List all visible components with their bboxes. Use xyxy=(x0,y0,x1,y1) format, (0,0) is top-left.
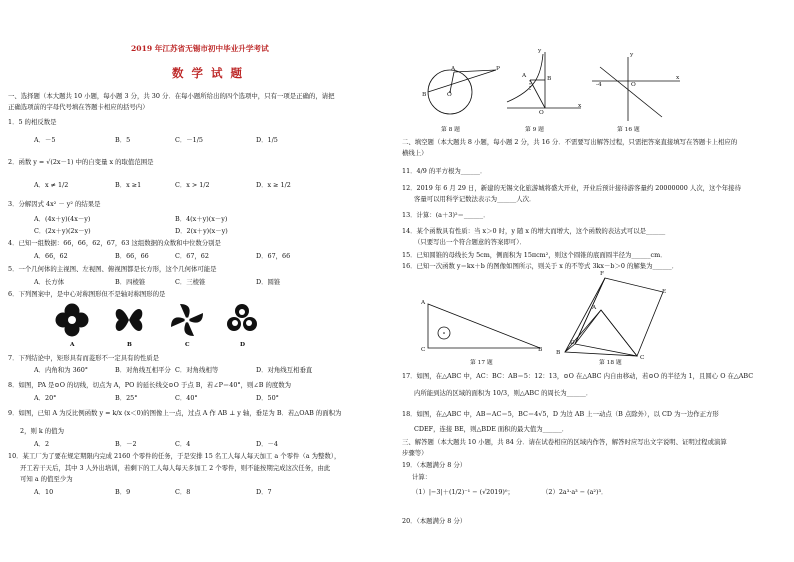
question-19-part1: （1）|−3|＋(1/2)⁻¹ − (√2019)⁰； xyxy=(412,488,514,496)
question-19-calc: 计算： xyxy=(412,473,432,481)
q10-option-c: C．8 xyxy=(175,488,191,496)
q5-option-d: D．圆锥 xyxy=(256,278,281,286)
q8-label-p: P xyxy=(496,66,500,72)
q8-label-o: O xyxy=(447,92,452,98)
q8-label-a: A xyxy=(451,66,456,72)
q17-figure xyxy=(420,296,545,354)
q18-label-d: D xyxy=(570,340,575,346)
q17-label-b: B xyxy=(538,347,543,353)
question-14-cont: （只要写出一个符合题意的答案即可）． xyxy=(414,238,526,246)
question-9: 9．如图，已知 A 为反比例函数 y = k/x (x＜0)的图像上一点，过点 A 作 AB ⊥ y 轴，垂足为 B．若△OAB 的面积为 xyxy=(8,409,342,417)
q17-caption: 第 17 题 xyxy=(470,360,493,366)
question-1: 1．5 的相反数是 xyxy=(8,118,57,126)
q9-label-a: A xyxy=(522,73,527,79)
q10-option-a: A．10 xyxy=(34,488,54,496)
q18-label-f: F xyxy=(600,271,605,277)
q16-label-y: y xyxy=(630,52,634,58)
q8-option-a: A．20° xyxy=(34,394,57,402)
question-12-cont: 客量可以用科学记数法表示为______人次． xyxy=(414,195,536,203)
q8-option-c: C．40° xyxy=(175,394,198,402)
q3-option-a: A．(4x＋y)(4x－y) xyxy=(34,215,91,223)
section3-heading: 三、解答题（本大题共 10 小题，共 84 分．请在试卷相应的区域内作答，解答时应写出文字说明、证明过程或演算 xyxy=(402,438,727,446)
question-14: 14．某个函数具有性质：当 x＞0 时，y 随 x 的增大而增大，这个函数的表达式可以是______ xyxy=(402,227,666,235)
q16-label-x: x xyxy=(676,75,680,81)
question-15: 15．已知圆锥的母线长为 5cm，侧面积为 15πcm²，则这个圆锥的底面圆半径为______cm． xyxy=(402,251,667,259)
question-16: 16．已知一次函数 y＝kx＋b 的图像如图所示，则关于 x 的不等式 3kx－b＞0 的解集为______． xyxy=(402,262,679,270)
q5-option-a: A．长方体 xyxy=(34,278,65,286)
q8-caption: 第 8 题 xyxy=(441,127,460,133)
q7-option-b: B．对角线互相平分 xyxy=(115,366,171,374)
q17-label-a: A xyxy=(421,300,426,306)
question-11: 11．4/9 的平方根为______． xyxy=(402,167,487,175)
q6-label-c: C xyxy=(185,342,190,348)
question-17: 17．如图，在△ABC 中，AC：BC：AB＝5：12：13，⊙O 在△ABC 内自由移动，若⊙O 的半径为 1，且圆心 O 在△ABC xyxy=(402,372,754,380)
q2-option-a: A．x ≠ 1/2 xyxy=(34,181,69,189)
q6-label-b: B xyxy=(127,342,132,348)
q9-label-o: O xyxy=(539,110,544,116)
q10-option-d: D．7 xyxy=(256,488,272,496)
question-8: 8．如图，PA 是⊙O 的切线，切点为 A，PO 的延长线交⊙O 于点 B，若∠P＝40°，则∠B 的度数为 xyxy=(8,381,292,389)
q7-option-a: A．内角和为 360° xyxy=(34,366,88,374)
q4-option-c: C．67，62 xyxy=(175,252,209,260)
q18-figure xyxy=(555,270,675,362)
q18-label-c: C xyxy=(640,355,645,361)
section1-heading-cont: 正确选项前的字母代号填在答题卡相应的括号内） xyxy=(8,103,149,111)
question-6: 6．下列图案中，是中心对称图形但不是轴对称图形的是 xyxy=(8,290,166,298)
q6-label-d: D xyxy=(240,342,246,348)
q9-option-c: C．4 xyxy=(175,440,191,448)
question-5: 5．一个几何体的主视图、左视图、俯视图都是长方形，这个几何体可能是 xyxy=(8,265,217,273)
question-7: 7．下列结论中，矩形具有而菱形不一定具有的性质是 xyxy=(8,354,160,362)
q16-caption: 第 16 题 xyxy=(617,127,640,133)
q9-option-b: B．－2 xyxy=(115,440,137,448)
q3-option-b: B．4(x＋y)(x－y) xyxy=(175,215,228,223)
subject-title: 数 学 试 题 xyxy=(172,66,245,80)
q16-label-neg4: -4 xyxy=(596,82,602,88)
question-18: 18．如图，在△ABC 中，AB＝AC＝5，BC＝4√5，D 为边 AB 上一动点（B 点除外），以 CD 为一边作正方形 xyxy=(402,410,719,418)
q4-option-b: B．66，66 xyxy=(115,252,149,260)
q9-figure xyxy=(505,50,583,120)
section1-heading: 一、选择题（本大题共 10 小题，每小题 3 分，共 30 分．在每小题所给出的四个选项中，只有一项是正确的，请把 xyxy=(8,92,335,100)
q8-option-d: D．50° xyxy=(256,394,279,402)
section2-heading: 二、填空题（本大题共 8 小题，每小题 2 分，共 16 分．不需要写出解答过程，只需把答案直接填写在答题卡上相应的 xyxy=(402,138,738,146)
question-4: 4．已知一组数据：66，66，62，67，63 这组数据的众数和中位数分别是 xyxy=(8,239,221,247)
q4-option-a: A．66，62 xyxy=(34,252,68,260)
q10-option-b: B．9 xyxy=(115,488,131,496)
q9-label-x: x xyxy=(578,103,582,109)
q8-option-b: B．25° xyxy=(115,394,138,402)
q18-label-b: B xyxy=(556,350,561,356)
q16-figure xyxy=(590,55,682,125)
question-12: 12．2019 年 6 月 29 日，新建的无锡文化旅游城将盛大开业，开业后预计接待游客量约 20000000 人次，这个年接待 xyxy=(402,184,741,192)
q6-label-a: A xyxy=(70,342,75,348)
q1-option-b: B．5 xyxy=(115,136,131,144)
question-19-part2: （2）2a³·a³ − (a²)³． xyxy=(542,488,608,496)
question-3: 3．分解因式 4x² － y² 的结果是 xyxy=(8,200,101,208)
q9-option-a: A．2 xyxy=(34,440,50,448)
q6-figure-a xyxy=(55,302,89,338)
q9-label-y: y xyxy=(538,48,542,54)
q2-option-c: C．x > 1/2 xyxy=(175,181,210,189)
question-18-cont: CDEF，连接 BE，则△BDE 面积的最大值为______． xyxy=(414,425,569,433)
q9-caption: 第 9 题 xyxy=(525,127,544,133)
question-10: 10．某工厂为了要在规定期限内完成 2160 个零件的任务，于是安排 15 名工人每人每天加工 a 个零件（a 为整数）， xyxy=(8,452,341,460)
question-9-cont: 2，则 k 的值为 xyxy=(20,427,64,435)
q1-option-a: A．－5 xyxy=(34,136,56,144)
section3-heading-cont: 步骤等） xyxy=(402,449,428,457)
q2-option-d: D．x ≥ 1/2 xyxy=(256,181,291,189)
question-20-heading: 20．（本题满分 8 分） xyxy=(402,517,467,525)
q18-label-a: A xyxy=(592,305,597,311)
q1-option-d: D．1/5 xyxy=(256,136,278,144)
question-19-heading: 19．（本题满分 8 分） xyxy=(402,461,467,469)
section2-heading-cont: 横线上） xyxy=(402,149,428,157)
q3-option-d: D．2(x＋y)(x－y) xyxy=(175,227,228,235)
question-17-cont: 内所能到达的区域的面积为 10/3，则△ABC 的周长为______． xyxy=(414,389,593,397)
q18-label-e: E xyxy=(662,289,667,295)
question-2: 2．函数 y = √(2x－1) 中的自变量 x 的取值范围是 xyxy=(8,158,154,166)
q16-label-o: O xyxy=(631,82,636,88)
q2-option-b: B．x ≥1 xyxy=(115,181,142,189)
q4-option-d: D．67，66 xyxy=(256,252,291,260)
q17-label-c: C xyxy=(421,347,426,353)
question-13: 13．计算：(a＋3)²＝______． xyxy=(402,211,490,219)
q8-label-b: B xyxy=(422,92,427,98)
q18-caption: 第 18 题 xyxy=(599,360,622,366)
question-10-cont2: 可知 a 的值至少为 xyxy=(20,475,73,483)
q6-figure-b xyxy=(112,302,146,338)
q6-figure-d xyxy=(225,302,259,338)
q9-option-d: D．－4 xyxy=(256,440,278,448)
q5-option-c: C．三棱锥 xyxy=(175,278,206,286)
q5-option-b: B．四棱锥 xyxy=(115,278,146,286)
q3-option-c: C．(2x＋y)(2x－y) xyxy=(34,227,91,235)
exam-title: 2019 年江苏省无锡市初中毕业升学考试 xyxy=(131,44,269,53)
q7-option-c: C．对角线相等 xyxy=(175,366,219,374)
question-10-cont: 开工若干天后，其中 3 人外出培训，若剩下的工人每人每天多加工 2 个零件，则不能按期完成这次任务，由此 xyxy=(20,464,331,472)
q7-option-d: D．对角线互相垂直 xyxy=(256,366,313,374)
q8-figure xyxy=(418,62,498,124)
q9-label-b: B xyxy=(547,76,552,82)
q1-option-c: C．－1/5 xyxy=(175,136,203,144)
q6-figure-c xyxy=(170,302,204,338)
